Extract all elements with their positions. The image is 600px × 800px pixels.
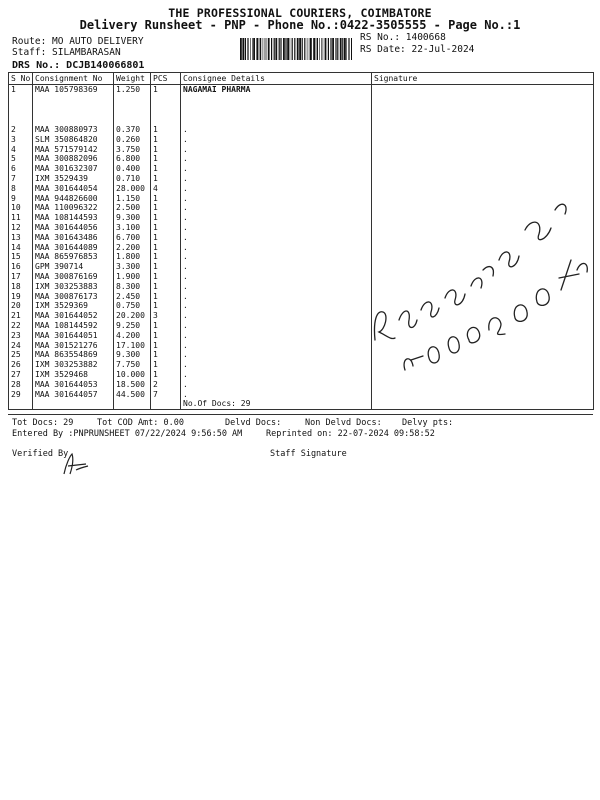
drs-number: DRS No.: DCJB140066801 [12, 60, 145, 71]
row-signature [372, 125, 594, 135]
barcode-image [240, 38, 352, 60]
row-pcs: 1 [151, 350, 181, 360]
table-row [9, 390, 594, 400]
rs-date: RS Date: 22-Jul-2024 [360, 44, 475, 55]
row-consignee: . [181, 194, 372, 204]
row-consignee: . [181, 301, 372, 311]
row-pcs: 1 [151, 145, 181, 155]
row-pcs: 1 [151, 125, 181, 135]
delivery-points: Delvy pts: [402, 418, 454, 428]
barcode-bar [348, 38, 349, 60]
footer-rule [8, 414, 593, 415]
row-weight: 3.300 [114, 262, 151, 272]
row-sno: 5 [9, 154, 33, 164]
staff-signature-label: Staff Signature [270, 449, 347, 459]
row-consignment: IXM 3529439 [33, 174, 114, 184]
row-weight: 0.400 [114, 164, 151, 174]
row-sno: 14 [9, 243, 33, 253]
barcode-bar [279, 38, 280, 60]
row-sno: 25 [9, 350, 33, 360]
row-consignment: MAA 300880973 [33, 125, 114, 135]
row-consignee: . [181, 350, 372, 360]
barcode-bar [280, 38, 281, 60]
row-consignment: SLM 350864820 [33, 135, 114, 145]
row-sno: 9 [9, 194, 33, 204]
table-row-summary [9, 399, 594, 409]
row-consignment: IXM 303253882 [33, 360, 114, 370]
row-weight: 2.200 [114, 243, 151, 253]
row-weight: 2.450 [114, 292, 151, 302]
col-pcs: PCS [151, 73, 181, 85]
summary-cell [114, 399, 151, 409]
barcode-bar [342, 38, 343, 60]
row-sno: 10 [9, 203, 33, 213]
row-consignee: . [181, 145, 372, 155]
row-sno: 1 [9, 85, 33, 126]
row-consignment: MAA 108144593 [33, 213, 114, 223]
row-consignment: IXM 303253883 [33, 282, 114, 292]
row-consignment: MAA 863554869 [33, 350, 114, 360]
row-consignee: . [181, 341, 372, 351]
row-consignment: MAA 301644054 [33, 184, 114, 194]
row-consignee: . [181, 125, 372, 135]
non-delivered-docs: Non Delvd Docs: [305, 418, 382, 428]
row-signature [372, 85, 594, 126]
summary-cell [372, 399, 594, 409]
route-label: Route: MO AUTO DELIVERY [12, 36, 144, 47]
row-consignee: . [181, 272, 372, 282]
row-consignment: MAA 865976853 [33, 252, 114, 262]
row-consignment: GPM 390714 [33, 262, 114, 272]
runsheet-title: Delivery Runsheet - PNP - Phone No.:0422-3505555 - Page No.:1 [79, 18, 521, 32]
row-pcs: 7 [151, 390, 181, 400]
row-consignee: . [181, 184, 372, 194]
total-cod: Tot COD Amt: 0.00 [97, 418, 184, 428]
row-pcs: 3 [151, 311, 181, 321]
barcode-bar [256, 38, 258, 60]
barcode-bar [260, 38, 261, 60]
row-pcs: 1 [151, 243, 181, 253]
no-of-docs: No.Of Docs: 29 [181, 399, 372, 409]
barcode-bar [313, 38, 315, 60]
row-sno: 4 [9, 145, 33, 155]
barcode-bar [304, 38, 305, 60]
barcode-bar [268, 38, 270, 60]
col-consignment: Consignment No [33, 73, 114, 85]
row-pcs: 1 [151, 301, 181, 311]
row-consignment: MAA 300882096 [33, 154, 114, 164]
barcode-bar [323, 38, 324, 60]
barcode-bar [325, 38, 327, 60]
row-pcs: 1 [151, 154, 181, 164]
row-sno: 23 [9, 331, 33, 341]
table-row [9, 164, 594, 174]
barcode-bar [335, 38, 336, 60]
row-weight: 7.750 [114, 360, 151, 370]
row-sno: 8 [9, 184, 33, 194]
row-consignment: IXM 3529369 [33, 301, 114, 311]
row-pcs: 1 [151, 213, 181, 223]
barcode-bar [265, 38, 266, 60]
row-consignee: . [181, 164, 372, 174]
barcode-bar [240, 38, 242, 60]
row-consignee: . [181, 233, 372, 243]
row-consignment: MAA 301644053 [33, 380, 114, 390]
barcode-bar [337, 38, 338, 60]
row-consignee: . [181, 135, 372, 145]
row-weight: 1.900 [114, 272, 151, 282]
barcode-bar [309, 38, 310, 60]
row-weight: 2.500 [114, 203, 151, 213]
row-weight: 28.000 [114, 184, 151, 194]
row-consignment: MAA 300876169 [33, 272, 114, 282]
barcode-bar [307, 38, 308, 60]
barcode-bar [274, 38, 275, 60]
row-weight: 0.260 [114, 135, 151, 145]
row-consignee: . [181, 360, 372, 370]
row-consignee: . [181, 321, 372, 331]
row-consignment: MAA 944826600 [33, 194, 114, 204]
row-sno: 3 [9, 135, 33, 145]
row-pcs: 1 [151, 292, 181, 302]
barcode-bar [310, 38, 312, 60]
row-sno: 29 [9, 390, 33, 400]
table-row [9, 135, 594, 145]
barcode-bar [299, 38, 301, 60]
row-weight: 0.710 [114, 174, 151, 184]
row-consignment: MAA 105798369 [33, 85, 114, 126]
row-consignment: MAA 301632307 [33, 164, 114, 174]
row-pcs: 1 [151, 174, 181, 184]
row-weight: 1.800 [114, 252, 151, 262]
row-weight: 18.500 [114, 380, 151, 390]
row-signature [372, 390, 594, 400]
total-docs: Tot Docs: 29 [12, 418, 74, 428]
barcode-bar [351, 38, 352, 60]
row-weight: 1.150 [114, 194, 151, 204]
row-sno: 28 [9, 380, 33, 390]
row-sno: 16 [9, 262, 33, 272]
row-pcs: 4 [151, 184, 181, 194]
row-consignee: . [181, 174, 372, 184]
barcode-bar [247, 38, 248, 60]
verifier-signature [56, 450, 106, 480]
barcode-bar [263, 38, 264, 60]
row-weight: 0.750 [114, 301, 151, 311]
row-signature [372, 154, 594, 164]
row-signature [372, 135, 594, 145]
row-consignment: MAA 110096322 [33, 203, 114, 213]
row-pcs: 1 [151, 194, 181, 204]
row-consignment: MAA 301644057 [33, 390, 114, 400]
barcode-bar [297, 38, 299, 60]
barcode-bar [317, 38, 318, 60]
row-sno: 26 [9, 360, 33, 370]
row-weight: 0.370 [114, 125, 151, 135]
row-sno: 15 [9, 252, 33, 262]
barcode-bar [287, 38, 289, 60]
row-weight: 6.800 [114, 154, 151, 164]
barcode-bar [292, 38, 293, 60]
row-consignee: . [181, 203, 372, 213]
barcode-bar [290, 38, 291, 60]
row-pcs: 2 [151, 380, 181, 390]
row-weight: 9.250 [114, 321, 151, 331]
row-signature [372, 174, 594, 184]
row-pcs: 1 [151, 370, 181, 380]
row-pcs: 1 [151, 233, 181, 243]
row-consignment: MAA 301521276 [33, 341, 114, 351]
row-consignee: . [181, 292, 372, 302]
barcode-bar [330, 38, 331, 60]
row-consignee: NAGAMAI PHARMA [181, 85, 372, 126]
row-pcs: 1 [151, 85, 181, 126]
barcode-bar [266, 38, 267, 60]
row-sno: 22 [9, 321, 33, 331]
row-consignee: . [181, 311, 372, 321]
summary-cell [9, 399, 33, 409]
row-sno: 7 [9, 174, 33, 184]
barcode-bar [321, 38, 322, 60]
row-weight: 9.300 [114, 350, 151, 360]
row-consignee: . [181, 282, 372, 292]
row-weight: 6.700 [114, 233, 151, 243]
row-pcs: 1 [151, 282, 181, 292]
row-pcs: 1 [151, 272, 181, 282]
row-consignee: . [181, 213, 372, 223]
row-sno: 11 [9, 213, 33, 223]
barcode-bar [252, 38, 253, 60]
row-weight: 20.200 [114, 311, 151, 321]
row-sno: 13 [9, 233, 33, 243]
delivered-docs: Delvd Docs: [225, 418, 282, 428]
table-row [9, 145, 594, 155]
row-pcs: 1 [151, 252, 181, 262]
row-sno: 12 [9, 223, 33, 233]
row-weight: 17.100 [114, 341, 151, 351]
barcode-bar [245, 38, 246, 60]
reprinted-on: Reprinted on: 22-07-2024 09:58:52 [266, 429, 435, 439]
col-sno: S No [9, 73, 33, 85]
row-consignment: MAA 301644051 [33, 331, 114, 341]
barcode-bar [259, 38, 260, 60]
row-consignment: MAA 108144592 [33, 321, 114, 331]
table-row [9, 125, 594, 135]
table-row [9, 85, 594, 126]
row-consignee: . [181, 262, 372, 272]
row-pcs: 1 [151, 331, 181, 341]
row-consignment: IXM 3529468 [33, 370, 114, 380]
row-pcs: 1 [151, 164, 181, 174]
row-sno: 24 [9, 341, 33, 351]
barcode-bar [332, 38, 334, 60]
row-consignee: . [181, 390, 372, 400]
row-sno: 18 [9, 282, 33, 292]
row-consignment: MAA 300876173 [33, 292, 114, 302]
row-signature [372, 145, 594, 155]
barcode-bar [294, 38, 295, 60]
row-weight: 4.200 [114, 331, 151, 341]
row-consignee: . [181, 223, 372, 233]
barcode-bar [302, 38, 303, 60]
row-weight: 9.300 [114, 213, 151, 223]
row-pcs: 1 [151, 223, 181, 233]
barcode-bar [242, 38, 244, 60]
barcode-bar [344, 38, 346, 60]
row-weight: 1.250 [114, 85, 151, 126]
row-sno: 6 [9, 164, 33, 174]
table-row [9, 154, 594, 164]
row-consignment: MAA 301644056 [33, 223, 114, 233]
barcode-bar [250, 38, 251, 60]
row-sno: 21 [9, 311, 33, 321]
row-pcs: 1 [151, 262, 181, 272]
col-consignee: Consignee Details [181, 73, 372, 85]
row-weight: 3.750 [114, 145, 151, 155]
barcode-bar [271, 38, 272, 60]
staff-label: Staff: SILAMBARASAN [12, 47, 121, 58]
row-signature [372, 164, 594, 174]
row-consignee: . [181, 252, 372, 262]
row-consignee: . [181, 380, 372, 390]
rs-number: RS No.: 1400668 [360, 32, 446, 43]
row-weight: 44.500 [114, 390, 151, 400]
row-pcs: 1 [151, 360, 181, 370]
barcode-bar [275, 38, 277, 60]
barcode-bar [285, 38, 286, 60]
row-pcs: 1 [151, 321, 181, 331]
barcode-bar [340, 38, 342, 60]
entered-by: Entered By :PNPRUNSHEET 07/22/2024 9:56:50 AM [12, 429, 243, 439]
row-weight: 10.000 [114, 370, 151, 380]
row-sno: 27 [9, 370, 33, 380]
barcode-bar [328, 38, 329, 60]
barcode-bar [253, 38, 255, 60]
row-pcs: 1 [151, 135, 181, 145]
row-consignment: MAA 301643486 [33, 233, 114, 243]
row-weight: 8.300 [114, 282, 151, 292]
row-consignee: . [181, 331, 372, 341]
barcode-bar [283, 38, 285, 60]
barcode-bar [319, 38, 320, 60]
row-sno: 19 [9, 292, 33, 302]
row-consignee: . [181, 370, 372, 380]
verified-by-label: Verified By [12, 449, 69, 459]
barcode-bar [316, 38, 317, 60]
row-pcs: 1 [151, 341, 181, 351]
row-weight: 3.100 [114, 223, 151, 233]
table-row [9, 174, 594, 184]
col-signature: Signature [372, 73, 594, 85]
summary-cell [33, 399, 114, 409]
row-sno: 17 [9, 272, 33, 282]
row-pcs: 1 [151, 203, 181, 213]
receiver-handwritten-signature [365, 190, 595, 390]
row-consignment: MAA 571579142 [33, 145, 114, 155]
row-sno: 20 [9, 301, 33, 311]
barcode-bar [346, 38, 347, 60]
row-consignment: MAA 301644052 [33, 311, 114, 321]
row-consignee: . [181, 154, 372, 164]
col-weight: Weight [114, 73, 151, 85]
row-sno: 2 [9, 125, 33, 135]
summary-cell [151, 399, 181, 409]
row-consignment: MAA 301644089 [33, 243, 114, 253]
row-consignee: . [181, 243, 372, 253]
company-name: THE PROFESSIONAL COURIERS, COIMBATORE [168, 6, 432, 20]
table-header-row [9, 73, 594, 85]
